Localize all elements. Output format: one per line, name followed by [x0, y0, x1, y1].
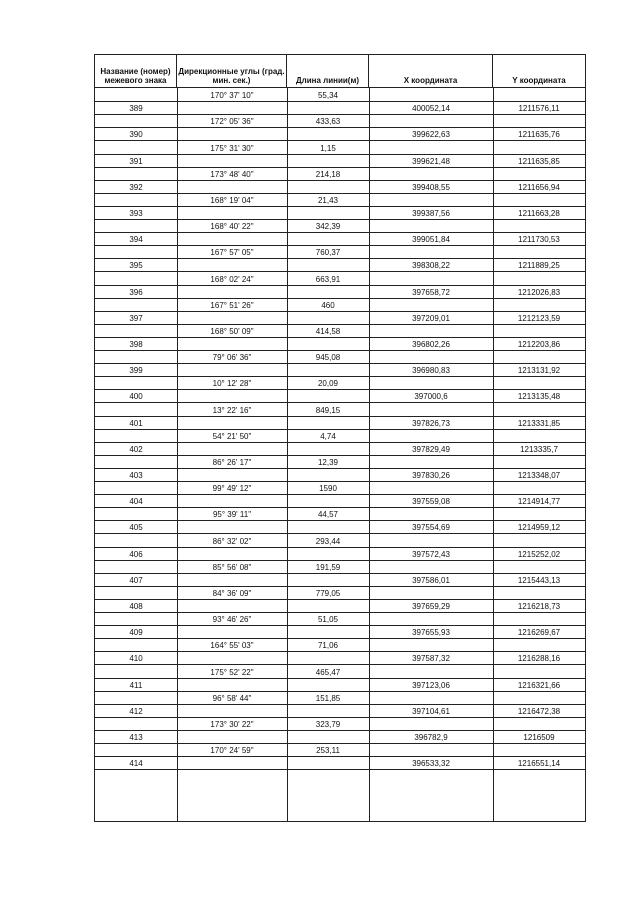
segment-length: 779,05 [315, 588, 341, 598]
point-name: 399 [129, 366, 143, 376]
point-name: 391 [129, 156, 143, 166]
point-name: 413 [129, 733, 143, 742]
header-angle: Дирекционные углы (град. мин. сек.) [177, 55, 287, 88]
row-divider [95, 245, 585, 246]
point-y: 1212026,83 [517, 287, 561, 297]
row-divider [95, 481, 585, 482]
row-divider [95, 154, 585, 155]
row-divider [95, 730, 585, 731]
segment-length: 342,39 [315, 222, 341, 232]
header-y: Y координата [493, 55, 585, 88]
point-x: 399408,55 [412, 182, 450, 192]
row-divider [95, 756, 585, 757]
segment-angle: 85° 56' 08" [212, 562, 252, 572]
segment-angle: 168° 19' 04" [210, 195, 254, 205]
row-divider [95, 258, 585, 259]
point-x: 397123,06 [412, 680, 450, 690]
segment-length: 21,43 [317, 195, 339, 205]
point-x: 400052,14 [412, 104, 450, 114]
point-name: 402 [129, 444, 143, 454]
segment-length: 460 [321, 300, 335, 310]
point-name: 396 [129, 287, 143, 297]
segment-length: 760,37 [315, 248, 341, 258]
point-name: 409 [129, 628, 143, 638]
point-y: 1214959,12 [517, 523, 561, 533]
segment-angle: 95° 39' 11" [212, 510, 252, 520]
row-divider [95, 573, 585, 574]
row-divider [95, 114, 585, 115]
point-name: 400 [129, 392, 143, 402]
segment-angle: 172° 05' 36" [210, 117, 254, 127]
point-name: 410 [129, 654, 143, 664]
point-x: 399387,56 [412, 209, 450, 218]
point-name: 395 [129, 261, 143, 271]
row-divider [95, 442, 585, 443]
row-divider [95, 769, 585, 770]
row-divider [95, 494, 585, 495]
header-x: X координата [369, 55, 493, 88]
point-x: 397104,61 [412, 706, 450, 716]
row-divider [95, 140, 585, 141]
point-y: 1211576,11 [518, 104, 560, 114]
point-x: 397000,6 [414, 392, 448, 402]
row-divider [95, 285, 585, 286]
segment-angle: 167° 51' 26" [210, 300, 254, 310]
segment-angle: 93° 46' 26" [212, 615, 252, 625]
point-y: 1215252,02 [517, 549, 561, 559]
point-x: 399621,48 [412, 156, 450, 166]
point-name: 398 [129, 340, 143, 349]
point-name: 407 [129, 575, 143, 585]
segment-angle: 168° 02' 24" [210, 274, 254, 284]
row-divider [95, 547, 585, 548]
point-y: 1216472,38 [517, 706, 561, 716]
point-x: 396782,9 [414, 733, 448, 742]
point-y: 1212123,59 [517, 313, 561, 323]
segment-length: 253,11 [316, 746, 340, 756]
point-name: 394 [129, 235, 143, 245]
point-y: 1216288,16 [517, 654, 561, 664]
point-y: 1216321,66 [517, 680, 561, 690]
point-x: 398308,22 [412, 261, 450, 271]
row-divider [95, 376, 585, 377]
segment-angle: 86° 32' 02" [212, 536, 252, 546]
segment-angle: 13° 22' 16" [212, 405, 252, 415]
segment-length: 51,05 [317, 615, 339, 625]
header-name: Название (номер) межевого знака [95, 55, 177, 88]
point-y: 1211730,53 [518, 235, 560, 245]
segment-length: 1590 [319, 484, 337, 494]
point-name: 389 [129, 104, 143, 114]
segment-length: 71,06 [317, 641, 339, 651]
point-x: 397655,93 [412, 628, 450, 638]
point-y: 1215443,13 [517, 575, 561, 585]
segment-length: 663,91 [315, 274, 341, 284]
point-name: 414 [129, 759, 143, 769]
point-y: 1216509 [523, 733, 555, 742]
segment-length: 12,39 [317, 457, 339, 467]
segment-angle: 170° 37' 10" [210, 91, 254, 101]
point-name: 397 [129, 313, 143, 323]
row-divider [95, 599, 585, 600]
row-divider [95, 206, 585, 207]
row-divider [95, 127, 585, 128]
segment-angle: 168° 40' 22" [210, 222, 254, 232]
row-divider [95, 324, 585, 325]
segment-length: 849,15 [315, 405, 341, 415]
header-length: Длина линии(м) [287, 55, 369, 88]
segment-length: 20,09 [317, 379, 339, 389]
row-divider [95, 363, 585, 364]
point-x: 397209,01 [412, 313, 450, 323]
point-x: 399622,63 [412, 130, 450, 140]
point-name: 392 [129, 182, 143, 192]
row-divider [95, 193, 585, 194]
row-divider [95, 520, 585, 521]
row-divider [95, 625, 585, 626]
point-name: 404 [129, 497, 143, 507]
row-divider [95, 664, 585, 665]
row-divider [95, 507, 585, 508]
segment-angle: 170° 24' 59" [210, 746, 254, 756]
row-divider [95, 651, 585, 652]
point-name: 405 [129, 523, 143, 533]
point-y: 1216551,14 [517, 759, 561, 769]
segment-angle: 173° 48' 40" [210, 169, 254, 179]
segment-angle: 84° 36' 09" [212, 588, 252, 598]
segment-angle: 173° 30' 22" [210, 719, 254, 729]
segment-length: 465,47 [315, 667, 341, 677]
row-divider [95, 586, 585, 587]
row-divider [95, 468, 585, 469]
point-x: 397587,32 [412, 654, 450, 664]
point-name: 393 [129, 209, 143, 218]
row-divider [95, 337, 585, 338]
segment-angle: 79° 06' 36" [212, 353, 252, 363]
row-divider [95, 560, 585, 561]
row-divider [95, 717, 585, 718]
row-divider [95, 691, 585, 692]
point-name: 401 [129, 418, 143, 428]
point-x: 397658,72 [412, 287, 450, 297]
segment-length: 151,85 [315, 693, 341, 703]
point-y: 1213131,92 [517, 366, 561, 376]
point-name: 390 [129, 130, 143, 140]
point-y: 1213331,85 [517, 418, 561, 428]
row-divider [95, 389, 585, 390]
point-y: 1213348,07 [517, 471, 561, 480]
point-y: 1211889,25 [518, 261, 560, 271]
segment-angle: 164° 55' 03" [210, 641, 254, 651]
point-x: 396533,32 [412, 759, 450, 769]
row-divider [95, 416, 585, 417]
point-y: 1211656,94 [518, 182, 560, 192]
point-y: 1213335,7 [520, 444, 558, 454]
row-divider [95, 311, 585, 312]
row-divider [95, 167, 585, 168]
row-divider [95, 271, 585, 272]
row-divider [95, 743, 585, 744]
segment-angle: 168° 50' 09" [210, 326, 254, 336]
row-divider [95, 219, 585, 220]
row-divider [95, 298, 585, 299]
point-x: 397659,29 [412, 602, 450, 611]
point-x: 397586,01 [412, 575, 450, 585]
point-y: 1211663,28 [518, 209, 560, 218]
coordinates-table [94, 54, 586, 822]
segment-length: 55,34 [317, 91, 339, 101]
segment-length: 191,59 [315, 562, 341, 572]
point-y: 1211635,76 [518, 130, 560, 140]
segment-length: 4,74 [320, 431, 336, 441]
row-divider [95, 429, 585, 430]
row-divider [95, 350, 585, 351]
row-divider [95, 678, 585, 679]
segment-length: 414,58 [315, 326, 341, 336]
row-divider [95, 704, 585, 705]
point-x: 399051,84 [412, 235, 450, 245]
segment-angle: 175° 31' 30" [210, 143, 254, 153]
segment-length: 323,79 [315, 719, 341, 729]
segment-length: 293,44 [315, 536, 341, 546]
segment-angle: 167° 57' 05" [210, 248, 254, 258]
point-y: 1212203,86 [517, 340, 561, 349]
row-divider [95, 455, 585, 456]
point-y: 1211635,85 [518, 156, 560, 166]
point-x: 397826,73 [412, 418, 450, 428]
point-x: 397554,69 [412, 523, 450, 533]
segment-length: 945,08 [315, 353, 341, 363]
point-x: 397572,43 [412, 549, 450, 559]
segment-angle: 175° 52' 22" [210, 667, 254, 677]
segment-length: 1,15 [320, 143, 336, 153]
row-divider [95, 232, 585, 233]
segment-length: 214,18 [315, 169, 341, 179]
row-divider [95, 533, 585, 534]
point-name: 412 [129, 706, 143, 716]
point-y: 1216269,67 [517, 628, 561, 638]
segment-angle: 86° 26' 17" [212, 457, 252, 467]
segment-angle: 96° 58' 44" [212, 693, 252, 703]
row-divider [95, 638, 585, 639]
point-x: 396980,83 [412, 366, 450, 376]
point-name: 403 [129, 471, 143, 480]
point-y: 1213135,48 [517, 392, 561, 402]
segment-angle: 54° 21' 50" [212, 431, 252, 441]
row-divider [95, 402, 585, 403]
point-name: 406 [129, 549, 143, 559]
segment-length: 433,63 [315, 117, 341, 127]
point-x: 397829,49 [412, 444, 450, 454]
point-x: 396802,26 [412, 340, 450, 349]
point-x: 397559,08 [412, 497, 450, 507]
point-name: 411 [129, 680, 143, 690]
segment-angle: 10° 12' 28" [212, 379, 252, 389]
segment-angle: 99° 49' 12" [212, 484, 252, 494]
row-divider [95, 612, 585, 613]
row-divider [95, 101, 585, 102]
point-y: 1216218,73 [517, 602, 561, 611]
row-divider [95, 180, 585, 181]
point-y: 1214914,77 [517, 497, 561, 507]
segment-length: 44,57 [317, 510, 339, 520]
point-x: 397830,26 [412, 471, 450, 480]
point-name: 408 [129, 602, 143, 611]
